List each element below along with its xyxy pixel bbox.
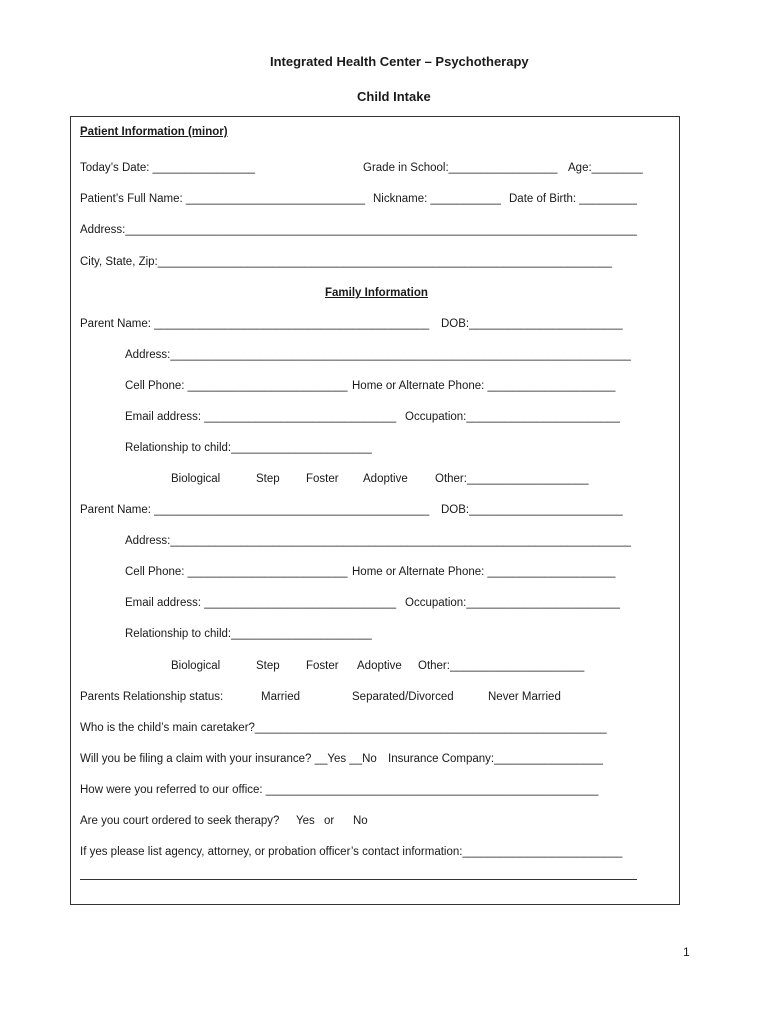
age-field[interactable]: Age:________ <box>568 162 643 174</box>
page-number: 1 <box>683 945 690 959</box>
parent1-email-field[interactable]: Email address: ______________________________ <box>125 411 397 423</box>
parent2-relationship-field[interactable]: Relationship to child:______________________ <box>125 628 372 640</box>
main-caretaker-field[interactable]: Who is the child’s main caretaker?_______________________________________________________ <box>80 722 607 734</box>
address-field[interactable]: Address:________________________________________________________________________________ <box>80 224 638 236</box>
option-never-married[interactable]: Never Married <box>488 691 561 703</box>
nickname-field[interactable]: Nickname: ___________ <box>373 193 501 205</box>
insurance-company-field[interactable]: Insurance Company:_________________ <box>388 753 603 765</box>
contact-info-extra-line[interactable] <box>80 879 637 880</box>
relationship-status-label: Parents Relationship status: <box>80 691 224 703</box>
parent1-dob-field[interactable]: DOB:________________________ <box>441 318 623 330</box>
option-married[interactable]: Married <box>261 691 300 703</box>
parent2-option-other[interactable]: Other:_____________________ <box>418 660 585 672</box>
option-separated-divorced[interactable]: Separated/Divorced <box>352 691 454 703</box>
parent1-cell-phone-field[interactable]: Cell Phone: _________________________ <box>125 380 348 392</box>
parent1-option-adoptive[interactable]: Adoptive <box>363 473 408 485</box>
parent2-address-field[interactable]: Address:________________________________________________________________________ <box>125 535 631 547</box>
parent2-option-foster[interactable]: Foster <box>306 660 339 672</box>
parent2-home-phone-field[interactable]: Home or Alternate Phone: ____________________ <box>352 566 616 578</box>
parent1-option-other[interactable]: Other:___________________ <box>435 473 589 485</box>
insurance-claim-field[interactable]: Will you be filing a claim with your insurance? __Yes __No <box>80 753 377 765</box>
parent2-occupation-field[interactable]: Occupation:________________________ <box>405 597 620 609</box>
contact-info-field[interactable]: If yes please list agency, attorney, or probation officer’s contact information:_________________________ <box>80 846 623 858</box>
court-ordered-label: Are you court ordered to seek therapy? <box>80 815 280 827</box>
referral-field[interactable]: How were you referred to our office: ____________________________________________________ <box>80 784 599 796</box>
section-title-patient: Patient Information (minor) <box>80 126 228 138</box>
parent1-occupation-field[interactable]: Occupation:________________________ <box>405 411 620 423</box>
section-title-family: Family Information <box>325 287 428 299</box>
parent1-option-foster[interactable]: Foster <box>306 473 339 485</box>
todays-date-field[interactable]: Today’s Date: ________________ <box>80 162 255 174</box>
parent1-relationship-field[interactable]: Relationship to child:______________________ <box>125 442 372 454</box>
court-option-no[interactable]: No <box>353 815 368 827</box>
date-of-birth-field[interactable]: Date of Birth: _________ <box>509 193 637 205</box>
page-title: Integrated Health Center – Psychotherapy <box>270 54 529 69</box>
court-option-yes[interactable]: Yes <box>296 815 315 827</box>
parent1-option-step[interactable]: Step <box>256 473 280 485</box>
parent2-email-field[interactable]: Email address: ______________________________ <box>125 597 397 609</box>
city-state-zip-field[interactable]: City, State, Zip:_______________________________________________________________________ <box>80 256 612 268</box>
parent2-option-biological[interactable]: Biological <box>171 660 221 672</box>
parent1-address-field[interactable]: Address:________________________________________________________________________ <box>125 349 631 361</box>
parent2-name-field[interactable]: Parent Name: ___________________________________________ <box>80 504 430 516</box>
parent2-option-adoptive[interactable]: Adoptive <box>357 660 402 672</box>
parent1-name-field[interactable]: Parent Name: ___________________________________________ <box>80 318 430 330</box>
parent1-option-biological[interactable]: Biological <box>171 473 221 485</box>
full-name-field[interactable]: Patient’s Full Name: ____________________________ <box>80 193 365 205</box>
parent2-cell-phone-field[interactable]: Cell Phone: _________________________ <box>125 566 348 578</box>
page-subtitle: Child Intake <box>357 89 431 104</box>
parent2-option-step[interactable]: Step <box>256 660 280 672</box>
parent2-dob-field[interactable]: DOB:________________________ <box>441 504 623 516</box>
parent1-home-phone-field[interactable]: Home or Alternate Phone: ____________________ <box>352 380 616 392</box>
grade-field[interactable]: Grade in School:_________________ <box>363 162 558 174</box>
court-option-or: or <box>324 815 335 827</box>
